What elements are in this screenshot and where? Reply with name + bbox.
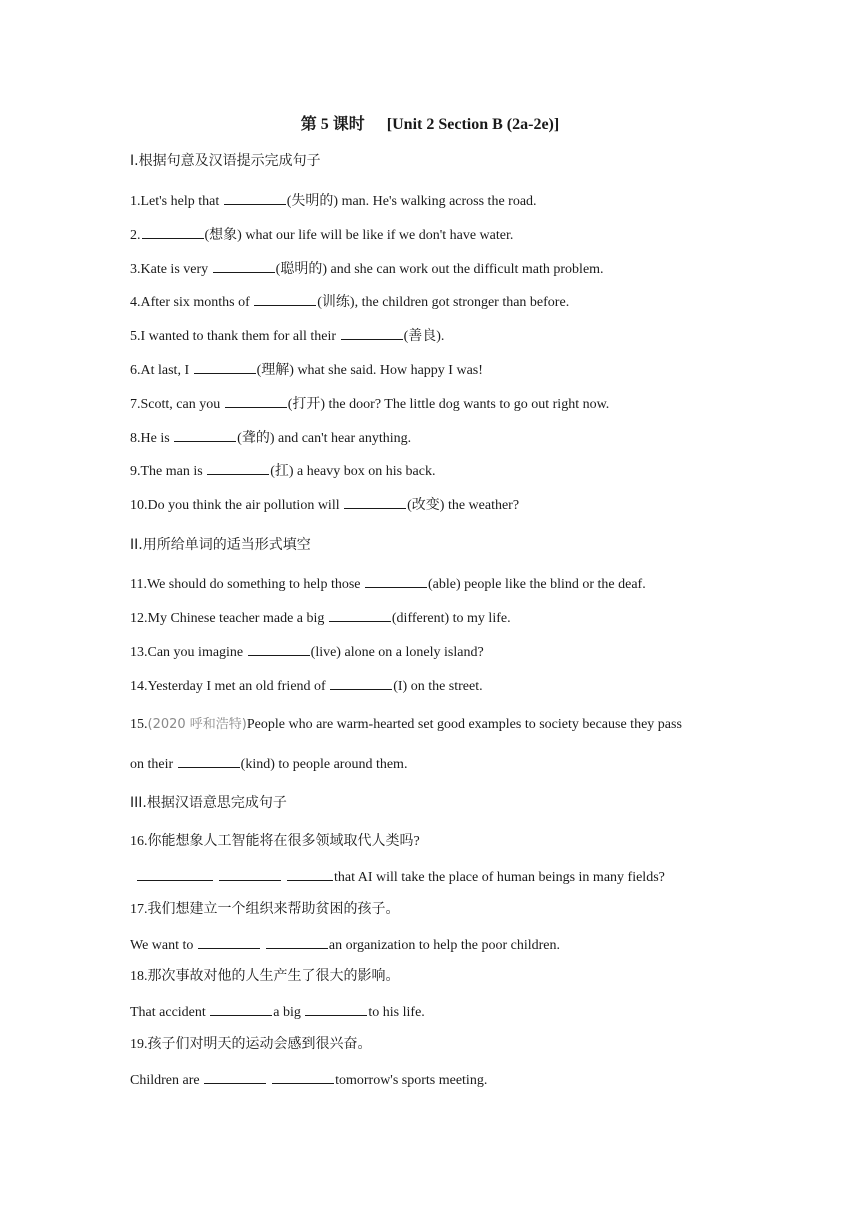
exercise-item: 11.We should do something to help those (able) people like the blind or the deaf. — [130, 573, 646, 595]
exercise-item: 15.(2020 呼和浩特)People who are warm-hearted set good examples to society because they pass — [130, 717, 682, 732]
exercise-item: that AI will take the place of human beings in many fields? — [130, 866, 665, 888]
exercise-item: 10.Do you think the air pollution will (改变) the weather? — [130, 494, 519, 516]
answer-blank[interactable] — [272, 1069, 334, 1084]
answer-blank[interactable] — [194, 359, 256, 374]
page-title — [0, 111, 860, 134]
answer-blank[interactable] — [213, 258, 275, 273]
exercise-item: That accident a big to his life. — [130, 1001, 425, 1023]
exercise-item: 2. (想象) what our life will be like if we don't have water. — [130, 224, 513, 246]
chinese-prompt: 19.孩子们对明天的运动会感到很兴奋。 — [130, 1037, 372, 1052]
chinese-prompt: 18.那次事故对他的人生产生了很大的影响。 — [130, 969, 400, 984]
exercise-item: Children are tomorrow's sports meeting. — [130, 1069, 487, 1091]
answer-blank[interactable] — [178, 753, 240, 768]
exercise-item: 1.Let's help that (失明的) man. He's walking across the road. — [130, 190, 537, 212]
section-2-heading: II.用所给单词的适当形式填空 — [130, 537, 311, 553]
answer-blank[interactable] — [225, 393, 287, 408]
chinese-prompt: 17.我们想建立一个组织来帮助贫困的孩子。 — [130, 902, 400, 917]
exercise-item: 13.Can you imagine (live) alone on a lonely island? — [130, 641, 484, 663]
answer-blank[interactable] — [219, 866, 281, 881]
answer-blank[interactable] — [198, 934, 260, 949]
answer-blank[interactable] — [204, 1069, 266, 1084]
answer-blank[interactable] — [329, 607, 391, 622]
exercise-item: 6.At last, I (理解) what she said. How happy I was! — [130, 359, 483, 381]
source-tag: (2020 呼和浩特) — [147, 717, 247, 732]
answer-blank[interactable] — [142, 224, 204, 239]
answer-blank[interactable] — [344, 494, 406, 509]
exercise-item: 4.After six months of (训练), the children got stronger than before. — [130, 291, 569, 313]
unit-label: [Unit 2 Section B (2a-2e)] — [386, 116, 560, 133]
answer-blank[interactable] — [254, 291, 316, 306]
exercise-item: 8.He is (聋的) and can't hear anything. — [130, 427, 411, 449]
section-1-heading: I.根据句意及汉语提示完成句子 — [130, 153, 321, 169]
answer-blank[interactable] — [210, 1001, 272, 1016]
exercise-item-continuation: on their (kind) to people around them. — [130, 753, 407, 775]
answer-blank[interactable] — [287, 866, 333, 881]
section-3-heading: III.根据汉语意思完成句子 — [130, 795, 287, 811]
exercise-item: 14.Yesterday I met an old friend of (I) on the street. — [130, 675, 483, 697]
answer-blank[interactable] — [365, 573, 427, 588]
lesson-label: 第 5 课时 — [300, 116, 365, 133]
answer-blank[interactable] — [248, 641, 310, 656]
answer-blank[interactable] — [305, 1001, 367, 1016]
answer-blank[interactable] — [137, 866, 213, 881]
answer-blank[interactable] — [174, 427, 236, 442]
answer-blank[interactable] — [207, 460, 269, 475]
chinese-prompt: 16.你能想象人工智能将在很多领域取代人类吗? — [130, 834, 420, 849]
exercise-item: We want to an organization to help the poor children. — [130, 934, 560, 956]
answer-blank[interactable] — [224, 190, 286, 205]
answer-blank[interactable] — [266, 934, 328, 949]
exercise-item: 12.My Chinese teacher made a big (different) to my life. — [130, 607, 511, 629]
exercise-item: 9.The man is (扛) a heavy box on his back. — [130, 460, 435, 482]
exercise-item: 7.Scott, can you (打开) the door? The little dog wants to go out right now. — [130, 393, 609, 415]
exercise-item: 5.I wanted to thank them for all their (善良). — [130, 325, 444, 347]
answer-blank[interactable] — [341, 325, 403, 340]
answer-blank[interactable] — [330, 675, 392, 690]
exercise-item: 3.Kate is very (聪明的) and she can work out the difficult math problem. — [130, 258, 604, 280]
